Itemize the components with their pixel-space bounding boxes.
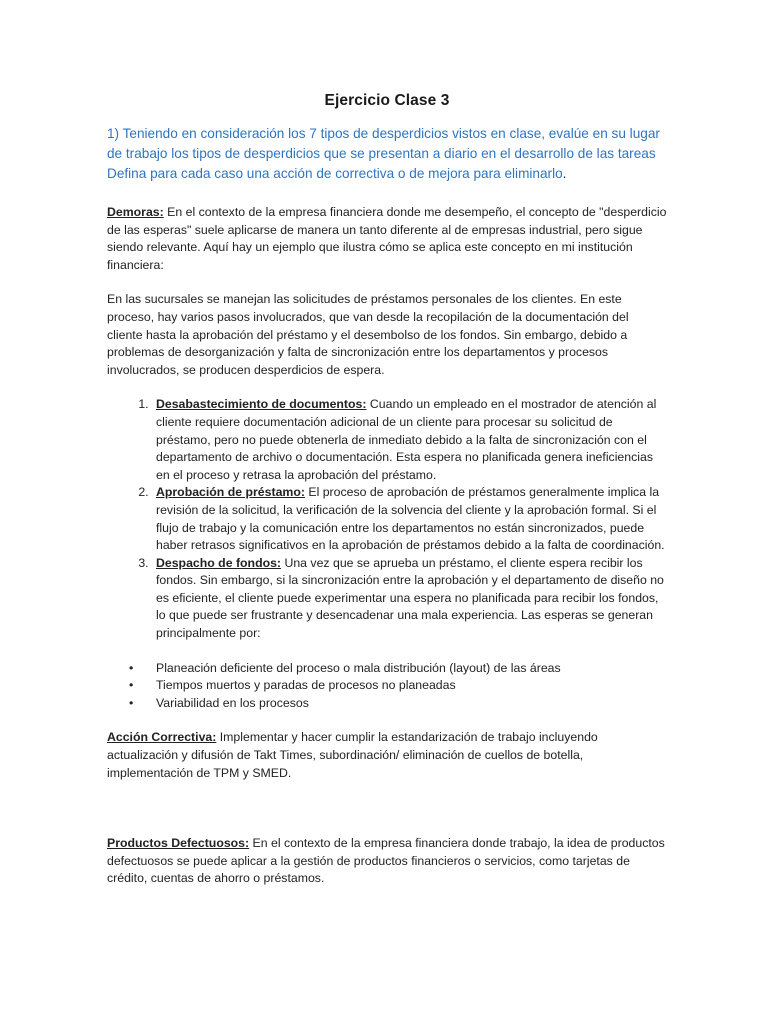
demoras-text: En el contexto de la empresa financiera donde me desempeño, el concepto de "desperdicio de las esperas" suele aplicarse de manera un tanto diferente al de empresas industrial, pero sigue siendo relevante. Aquí hay un ejemplo que ilustra cómo se aplica este concepto en mi institución financiera: [107,205,667,272]
step-heading: Aprobación de préstamo: [156,485,305,500]
bullet-icon: • [129,660,134,675]
list-item [152,484,667,554]
sucursales-paragraph: En las sucursales se manejan las solicitudes de préstamos personales de los clientes. En este proceso, hay varios pasos involucrados, que van desde la recopilación de la documentación del cliente hasta la aprobación del préstamo y el desembolso de los fondos. Sin embargo, debido a problemas de desorganización y falta de sincronización entre los departamentos y procesos involucrados, se producen desperdicios de espera. [107,292,629,377]
productos-heading: Productos Defectuosos: [107,836,250,851]
document-title: Ejercicio Clase 3 [324,92,450,109]
document-page [107,92,667,905]
list-item [129,695,667,713]
step-heading: Despacho de fondos: [156,555,282,570]
cause-text: Variabilidad en los procesos [156,695,309,710]
section-spacer [107,799,667,835]
step-text: El proceso de aprobación de préstamos generalmente implica la revisión de la solicitud, la verificación de la solvencia del cliente y la aprobación formal. Si el flujo de trabajo y la comunicación entre los departamentos no están sincronizados, puede haber retrasos significativos en la aprobación de préstamos debido a la falta de coordinación. [156,485,665,553]
list-item [152,555,667,643]
exercise-question [107,124,667,184]
productos-text: En el contexto de la empresa financiera donde trabajo, la idea de productos defectuosos se puede aplicar a la gestión de productos financieros o servicios, como tarjetas de crédito, cuentas de ahorro o préstamos. [107,836,665,886]
list-item [129,677,667,695]
bullet-icon: • [129,695,134,710]
accion-text: Implementar y hacer cumplir la estandarización de trabajo incluyendo actualización y difusión de Takt Times, subordinación/ eliminación de cuellos de botella, implementación de TPM y SMED. [107,730,598,780]
accion-heading: Acción Correctiva: [107,730,217,745]
question-end: . [562,166,567,181]
accion-correctiva-paragraph [107,729,667,782]
step-text: Cuando un empleado en el mostrador de atención al cliente requiere documentación adicional de un cliente para procesar su solicitud de préstamo, pero no puede obtenerla de inmediato debido a la falta de sincronización con el departamento de archivo o documentación. Esta espera no planificada genera ineficiencias en el proceso y retrasa la aprobación del préstamo. [156,397,657,482]
cause-text: Planeación deficiente del proceso o mala distribución (layout) de las áreas [156,660,561,675]
list-item [129,660,667,678]
question-text: 1) Teniendo en consideración los 7 tipos de desperdicios vistos en clase, evalúe en su lugar de trabajo los tipos de desperdicios que se presentan a diario en el desarrollo de las tareas Defina para cada caso una acción de correctiva o de mejora para eliminarlo [107,126,660,181]
productos-defectuosos-paragraph [107,835,667,888]
list-item [152,396,667,484]
demoras-paragraph [107,204,667,274]
causes-list [107,660,667,713]
demoras-heading: Demoras: [107,205,164,219]
step-heading: Desabastecimiento de documentos: [156,397,367,412]
bullet-icon: • [129,678,134,693]
step-text: Una vez que se aprueba un préstamo, el cliente espera recibir los fondos. Sin embargo, si la sincronización entre la aprobación y el departamento de diseño no es eficiente, el cliente puede experimentar una espera no planificada para recibir los fondos, lo que puede ser frustrante y desencadenar una mala experiencia. Las esperas se generan principalmente por: [156,555,664,641]
waste-steps-list [107,396,667,642]
cause-text: Tiempos muertos y paradas de procesos no planeadas [156,678,456,693]
